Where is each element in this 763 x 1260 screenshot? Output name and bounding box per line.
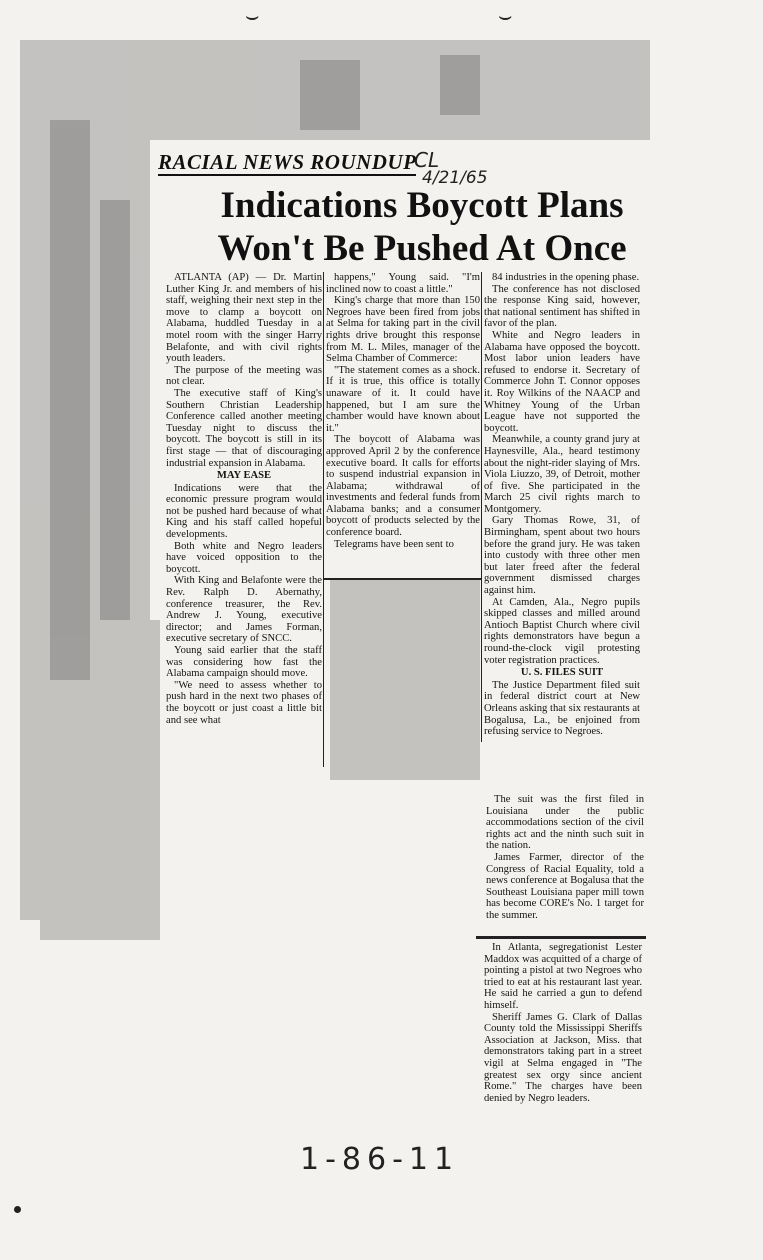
paragraph: ATLANTA (AP) — Dr. Martin Luther King Jr. and members of his staff, weighing their next step in the move to clamp a boycott on Alabama, huddled Tuesday in a motel room with the singer Harry Belafonte, and with civil rights youth leaders. [166,272,322,365]
paragraph: "The statement comes as a shock. If it is true, this office is totally unaware of it. It could have happened, but I am sure the chamber would have known about it." [326,364,480,434]
paragraph: Indications were that the economic pressure program would not be pushed hard because of what King and his staff called hopeful developments. [166,482,322,541]
headline-line-1: Indications Boycott Plans [220,185,624,226]
paragraph: In Atlanta, segregationist Lester Maddox was acquitted of a charge of pointing a pistol at two Negroes who tried to eat at his restaurant last year. He said he carried a gun to defend himself. [484,942,642,1011]
paragraph: "We need to assess whether to push hard in the next two phases of the boycott or just coast a little bit and see what [166,679,322,726]
subheading: MAY EASE [216,470,272,482]
subheading: U. S. FILES SUIT [520,667,604,679]
file-number: 1-86-11 [300,1142,460,1177]
paragraph: The executive staff of King's Southern Christian Leadership Conference called another meeting Tuesday night to discuss the boycott. The boycott is still in its first stage — that of discouraging industrial expansion in Alabama. [166,387,322,469]
paragraph: happens," Young said. "I'm inclined now to coast a little." [326,272,480,295]
article-column-2 [326,272,480,550]
paragraph: 84 industries in the opening phase. [492,272,640,283]
tick-mark-icon: ⌣ [245,4,260,29]
handwritten-date: 4/21/65 [422,168,488,188]
paragraph: With King and Belafonte were the Rev. Ralph D. Abernathy, conference treasurer, the Rev. Andrew J. Young, executive director; and James Forman, executive secretary of SNCC. [166,575,322,645]
headline [200,184,644,270]
paragraph: Gary Thomas Rowe, 31, of Birmingham, spent about two hours before the grand jury. He was taken into custody with three other men but later freed after the federal government dismissed charges against him. [484,515,640,597]
article-column-5 [484,942,642,1104]
paragraph: The suit was the first filed in Louisiana under the public accommodations section of the civil rights act and the ninth such suit in the nation. [486,794,644,852]
article-column-3 [484,272,640,738]
headline-line-2: Won't Be Pushed At Once [217,228,627,269]
column-rule [481,272,482,742]
handwritten-initials: CL [414,148,440,172]
paragraph: King's charge that more than 150 Negroes have been fired from jobs at Selma for taking part in the civil rights drive brought this response from M. L. Miles, manager of the Selma Chamber of Commerce: [326,295,480,365]
paragraph: The Justice Department filed suit in federal district court at New Orleans asking that six restaurants at Bogalusa, La., be enjoined from refusing service to Negroes. [484,679,640,738]
paragraph: James Farmer, director of the Congress of Racial Equality, told a news conference at Bogalusa that the Southeast Louisiana paper mill town has become CORE's No. 1 target for the summer. [486,851,644,921]
paragraph: Young said earlier that the staff was considering how fast the Alabama campaign should move. [166,645,322,680]
paragraph: The conference has not disclosed the response King said, however, that national sentiment has shifted in favor of the plan. [484,283,640,330]
paragraph: Sheriff James G. Clark of Dallas County told the Mississippi Sheriffs Association at Jackson, Miss. that demonstrators taking part in a street vigil at Selma engaged in "The greatest sex orgy since ancient Rome." The charges have been denied by Negro leaders. [484,1011,642,1104]
article-column-1 [166,272,322,726]
tick-mark-icon: ⌣ [498,4,513,29]
paragraph: Meanwhile, a county grand jury at Haynesville, Ala., heard testimony about the night-rider slaying of Mrs. Viola Liuzzo, 39, of Detroit, mother of five. She participated in the March 25 civil rights march to Montgomery. [484,434,640,515]
paragraph: White and Negro leaders in Alabama have opposed the boycott. Most labor union leaders have refused to endorse it. Secretary of Commerce John T. Connor opposes it. Roy Wilkins of the NAACP and Whitney Young of the Urban League have not supported the boycott. [484,329,640,434]
paragraph: At Camden, Ala., Negro pupils skipped classes and milled around Antioch Baptist Church where civil rights demonstrators have begun a round-the-clock vigil protesting voter registration practices. [484,596,640,666]
column-divider [324,578,481,580]
paragraph: The purpose of the meeting was not clear. [166,364,322,388]
column-rule [323,272,324,767]
paragraph: Both white and Negro leaders have voiced opposition to the boycott. [166,540,322,575]
paragraph: Telegrams have been sent to [334,538,454,550]
paragraph: The boycott of Alabama was approved April 2 by the conference executive board. It calls for efforts to suspend industrial expansion in Alabama; withdrawal of investments and federal funds from Alabama banks; and a consumer boycott of products selected by the conference board. [326,434,480,539]
clip-divider [476,936,646,939]
newspaper-clipping [152,148,644,768]
hole-punch-icon [14,1206,21,1213]
section-header: RACIAL NEWS ROUNDUP [158,150,417,174]
article-column-4 [486,794,644,922]
